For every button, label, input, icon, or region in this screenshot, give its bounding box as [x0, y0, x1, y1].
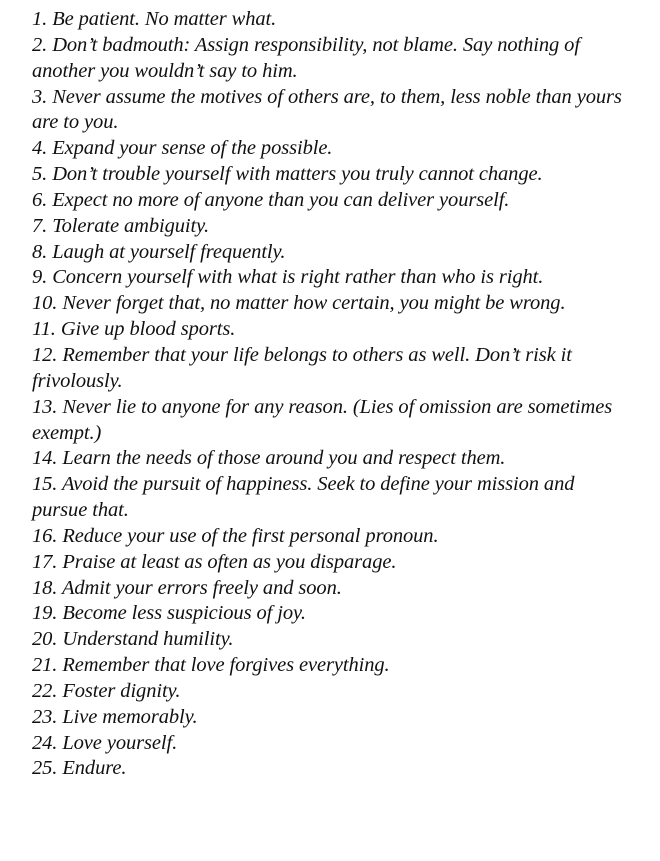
list-item-20: 20. Understand humility. [32, 628, 234, 651]
list-item-5: 5. Don’t trouble yourself with matters you truly cannot change. [32, 163, 543, 186]
list-item-18: 18. Admit your errors freely and soon. [32, 576, 342, 599]
list-item-8: 8. Laugh at yourself frequently. [32, 240, 286, 263]
list-item-24: 24. Love yourself. [32, 731, 178, 754]
list-item-12: 12. Remember that your life belongs to others as well. Don’t risk it frivolously. [32, 343, 572, 392]
list-item-13: 13. Never lie to anyone for any reason. (Lies of omission are sometimes exempt.) [32, 395, 613, 444]
list-item-4: 4. Expand your sense of the possible. [32, 137, 333, 160]
list-item-7: 7. Tolerate ambiguity. [32, 214, 209, 237]
list-item-19: 19. Become less suspicious of joy. [32, 602, 306, 625]
list-item-6: 6. Expect no more of anyone than you can deliver yourself. [32, 188, 510, 211]
list-item-23: 23. Live memorably. [32, 705, 198, 728]
list-item-16: 16. Reduce your use of the first personal pronoun. [32, 524, 439, 547]
list-item-9: 9. Concern yourself with what is right rather than who is right. [32, 266, 544, 289]
list-item-25: 25. Endure. [32, 757, 127, 780]
list-item-17: 17. Praise at least as often as you disparage. [32, 550, 397, 573]
numbered-list-document [32, 7, 622, 782]
list-item-3: 3. Never assume the motives of others are, to them, less noble than yours are to you. [32, 85, 622, 134]
list-item-14: 14. Learn the needs of those around you and respect them. [32, 447, 506, 470]
list-item-11: 11. Give up blood sports. [32, 318, 236, 341]
list-item-15: 15. Avoid the pursuit of happiness. Seek to define your mission and pursue that. [32, 473, 575, 522]
list-item-1: 1. Be patient. No matter what. [32, 8, 277, 30]
list-item-10: 10. Never forget that, no matter how certain, you might be wrong. [32, 292, 566, 315]
list-item-2: 2. Don’t badmouth: Assign responsibility, not blame. Say nothing of another you wouldn’t say to him. [32, 33, 580, 82]
list-item-22: 22. Foster dignity. [32, 679, 181, 702]
list-item-21: 21. Remember that love forgives everything. [32, 654, 390, 677]
